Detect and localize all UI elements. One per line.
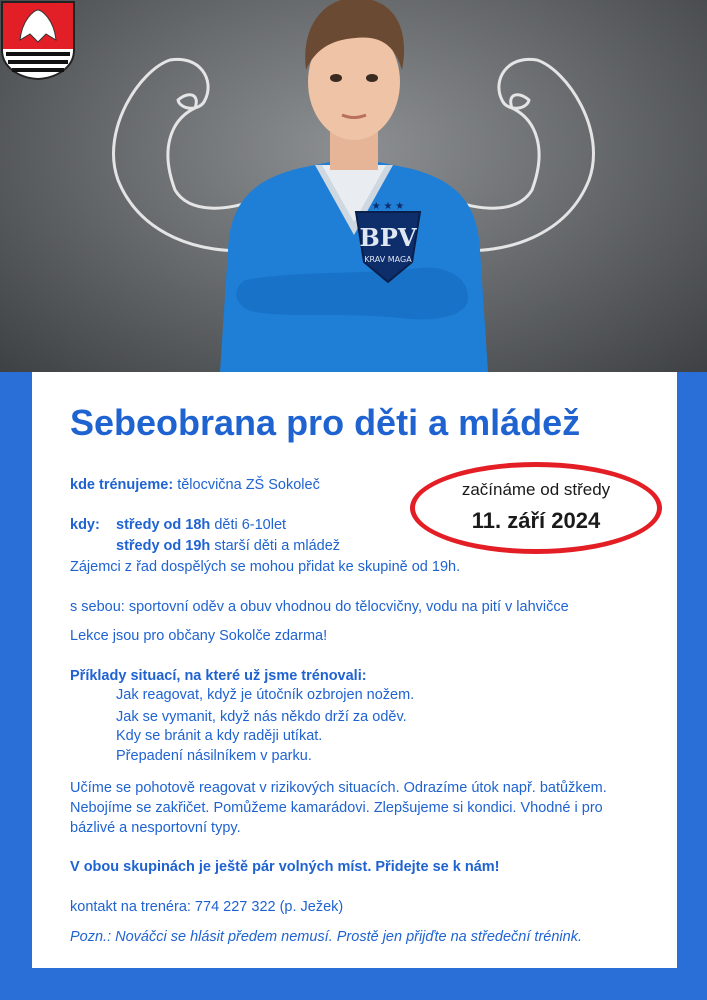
town-crest-icon <box>0 0 76 80</box>
example-item: Přepadení násilníkem v parku. <box>116 748 312 764</box>
bpv-logo-subtext: KRAV MAGA <box>364 255 412 264</box>
free-spots-line: V obou skupinách je ještě pár volných míst. Přidejte se k nám! <box>70 859 500 875</box>
svg-text:★ ★ ★: ★ ★ ★ <box>371 201 405 212</box>
example-item: Jak reagovat, když je útočník ozbrojen nožem. <box>116 687 415 703</box>
example-item: Jak se vymanit, když nás někdo drží za oděv. <box>116 709 407 725</box>
note-line: Pozn.: Nováčci se hlásit předem nemusí. Prostě jen přijďte na středeční trénink. <box>70 929 582 945</box>
when-1-time: středy od 18h <box>116 517 211 533</box>
when-line-1 <box>116 516 286 534</box>
when-1-group: děti 6-10let <box>214 517 287 533</box>
free-line: Lekce jsou pro občany Sokolče zdarma! <box>70 628 328 644</box>
where-value: tělocvična ZŠ Sokoleč <box>177 477 320 493</box>
when-2-time: středy od 19h <box>116 538 211 554</box>
when-2-group: starší děti a mládež <box>214 538 341 554</box>
start-badge-date: 11. září 2024 <box>471 508 601 533</box>
bpv-logo-text: BPV <box>359 223 417 252</box>
paragraph-line: Učíme se pohotově reagovat v rizikových situacích. Odrazíme útok např. batůžkem. <box>70 780 607 796</box>
examples-heading: Příklady situací, na které už jsme trénovali: <box>70 668 367 684</box>
when-line-2 <box>116 537 340 555</box>
paragraph-line: Nebojíme se zakřičet. Pomůžeme kamarádovi. Zlepšujeme si kondici. Vhodné i pro <box>70 800 603 816</box>
where-label: kde trénujeme: <box>70 477 174 493</box>
when-label: kdy: <box>70 517 100 533</box>
adults-note: Zájemci z řad dospělých se mohou přidat ke skupině od 19h. <box>70 559 461 575</box>
where-line <box>70 476 320 494</box>
start-badge-text: začínáme od středy <box>461 480 611 499</box>
hero-illustration <box>0 0 707 372</box>
hero-photo <box>0 0 707 372</box>
paragraph-line: bázlivé a nesportovní typy. <box>70 820 241 836</box>
bring-line: s sebou: sportovní oděv a obuv vhodnou do tělocvičny, vodu na pití v lahvičce <box>70 599 569 615</box>
contact-line: kontakt na trenéra: 774 227 322 (p. Ježek) <box>70 899 344 915</box>
example-item: Kdy se bránit a kdy raději utíkat. <box>116 728 323 744</box>
page-title: Sebeobrana pro děti a mládež <box>70 402 581 443</box>
